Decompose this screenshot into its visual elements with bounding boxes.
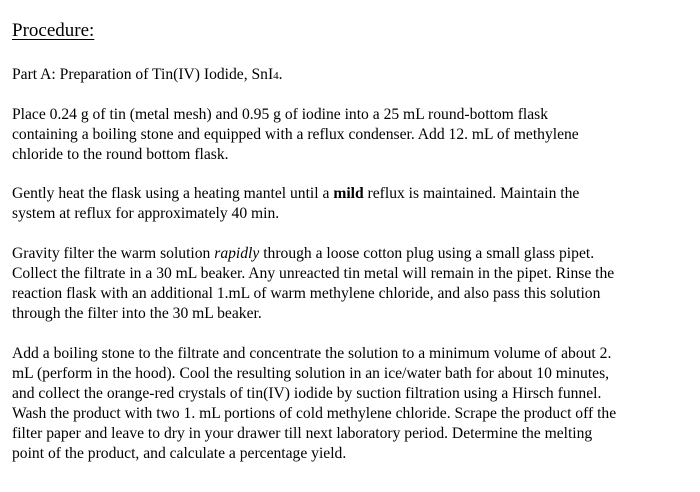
procedure-heading: Procedure: [12, 20, 95, 41]
step-3-line: through the filter into the 30 mL beaker. [12, 305, 262, 322]
part-a-subscript: 4 [273, 70, 279, 82]
step-3-paragraph [12, 244, 692, 324]
step-3-line-1-start: Gravity filter the warm solution [12, 245, 215, 262]
step-4-paragraph [12, 344, 692, 464]
step-4-line: Wash the product with two 1. mL portions of cold methylene chloride. Scrape the product off the [12, 405, 617, 422]
step-4-line: filter paper and leave to dry in your drawer till next laboratory period. Determine the melting [12, 425, 593, 442]
step-1-line: chloride to the round bottom flask. [12, 146, 229, 163]
step-1-line: containing a boiling stone and equipped with a reflux condenser. Add 12. mL of methylene [12, 126, 579, 143]
step-4-line: point of the product, and calculate a percentage yield. [12, 445, 347, 462]
step-2-line-1-end: reflux is maintained. Maintain the [363, 185, 580, 202]
step-1-line: Place 0.24 g of tin (metal mesh) and 0.95 g of iodine into a 25 mL round-bottom flask [12, 106, 549, 123]
step-3-line: reaction flask with an additional 1.mL of warm methylene chloride, and also pass this solution [12, 285, 601, 302]
rapidly-emphasis: rapidly [214, 245, 260, 262]
step-2-paragraph [12, 184, 692, 224]
step-4-line: Add a boiling stone to the filtrate and concentrate the solution to a minimum volume of about 2. [12, 345, 612, 362]
step-3-line: Collect the filtrate in a 30 mL beaker. Any unreacted tin metal will remain in the pipet. Rinse the [12, 265, 615, 282]
step-2-line-1-start: Gently heat the flask using a heating mantel until a [12, 185, 334, 202]
part-a-period: . [278, 66, 283, 83]
part-a-title-text: Part A: Preparation of Tin(IV) Iodide, SnI [12, 66, 274, 83]
step-3-line-1-end: through a loose cotton plug using a small glass pipet. [259, 245, 595, 262]
part-a-title [12, 65, 692, 86]
mild-emphasis: mild [333, 185, 364, 202]
step-4-line: mL (perform in the hood). Cool the resulting solution in an ice/water bath for about 10 minutes, [12, 365, 610, 382]
clipped-previous-text [110, 0, 280, 3]
step-1-paragraph [12, 105, 692, 165]
step-4-line: and collect the orange-red crystals of tin(IV) iodide by suction filtration using a Hirsch funnel. [12, 385, 602, 402]
step-2-line: system at reflux for approximately 40 min. [12, 205, 280, 222]
